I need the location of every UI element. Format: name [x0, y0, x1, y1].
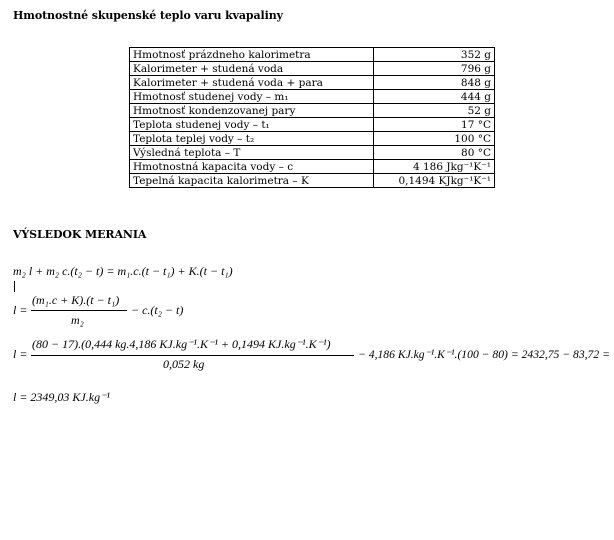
- table-row: [130, 160, 495, 174]
- row-value: 80 °C: [374, 146, 495, 160]
- row-value: 352 g: [374, 48, 495, 62]
- table-row: [130, 90, 495, 104]
- text-cursor: [14, 281, 15, 292]
- row-value: 17 °C: [374, 118, 495, 132]
- row-label: Hmotnosť prázdneho kalorimetra: [130, 48, 374, 62]
- row-value: 444 g: [374, 90, 495, 104]
- calculation-fraction-bar: [31, 355, 354, 356]
- row-label: Teplota studenej vody – t₁: [130, 118, 374, 132]
- table-row: [130, 132, 495, 146]
- result-heading: VÝSLEDOK MERANIA: [13, 228, 147, 241]
- row-value: 0,1494 KJkg⁻¹K⁻¹: [374, 174, 495, 188]
- table-row: [130, 76, 495, 90]
- table-row: [130, 104, 495, 118]
- row-label: Kalorimeter + studená voda: [130, 62, 374, 76]
- fraction-bar: [31, 310, 127, 311]
- row-label: Hmotnostná kapacita vody – c: [130, 160, 374, 174]
- table-row: [130, 146, 495, 160]
- table-row: [130, 48, 495, 62]
- formula-denominator: m₂: [71, 313, 84, 327]
- row-label: Tepelná kapacita kalorimetra – K: [130, 174, 374, 188]
- calculation-lhs: l =: [13, 347, 28, 361]
- row-value: 4 186 Jkg⁻¹K⁻¹: [374, 160, 495, 174]
- row-label: Kalorimeter + studená voda + para: [130, 76, 374, 90]
- final-result: l = 2349,03 KJ.kg⁻¹: [13, 390, 111, 404]
- heat-balance-equation: m₂ l + m₂ c.(t₂ − t) = m₁.c.(t − t₁) + K.(t − t₁): [13, 264, 233, 278]
- formula-remainder: − c.(t₂ − t): [131, 303, 184, 317]
- formula-numerator: (m₁.c + K).(t − t₁): [32, 293, 120, 307]
- row-value: 100 °C: [374, 132, 495, 146]
- row-label: Výsledná teplota – T: [130, 146, 374, 160]
- row-label: Hmotnosť kondenzovanej pary: [130, 104, 374, 118]
- row-label: Teplota teplej vody – t₂: [130, 132, 374, 146]
- table-row: [130, 174, 495, 188]
- calculation-numerator: (80 − 17).(0,444 kg.4,186 KJ.kg⁻¹.K⁻¹ + 0,1494 KJ.kg⁻¹.K⁻¹): [32, 337, 331, 351]
- measurement-table: [129, 47, 495, 188]
- table-row: [130, 118, 495, 132]
- calculation-remainder: − 4,186 KJ.kg⁻¹.K⁻¹.(100 − 80) = 2432,75 − 83,72 =: [358, 347, 610, 361]
- row-value: 796 g: [374, 62, 495, 76]
- document-title: Hmotnostné skupenské teplo varu kvapaliny: [13, 9, 283, 22]
- formula-lhs: l =: [13, 303, 28, 317]
- table-row: [130, 62, 495, 76]
- row-value: 52 g: [374, 104, 495, 118]
- row-label: Hmotnosť studenej vody – m₁: [130, 90, 374, 104]
- calculation-denominator: 0,052 kg: [163, 357, 205, 371]
- row-value: 848 g: [374, 76, 495, 90]
